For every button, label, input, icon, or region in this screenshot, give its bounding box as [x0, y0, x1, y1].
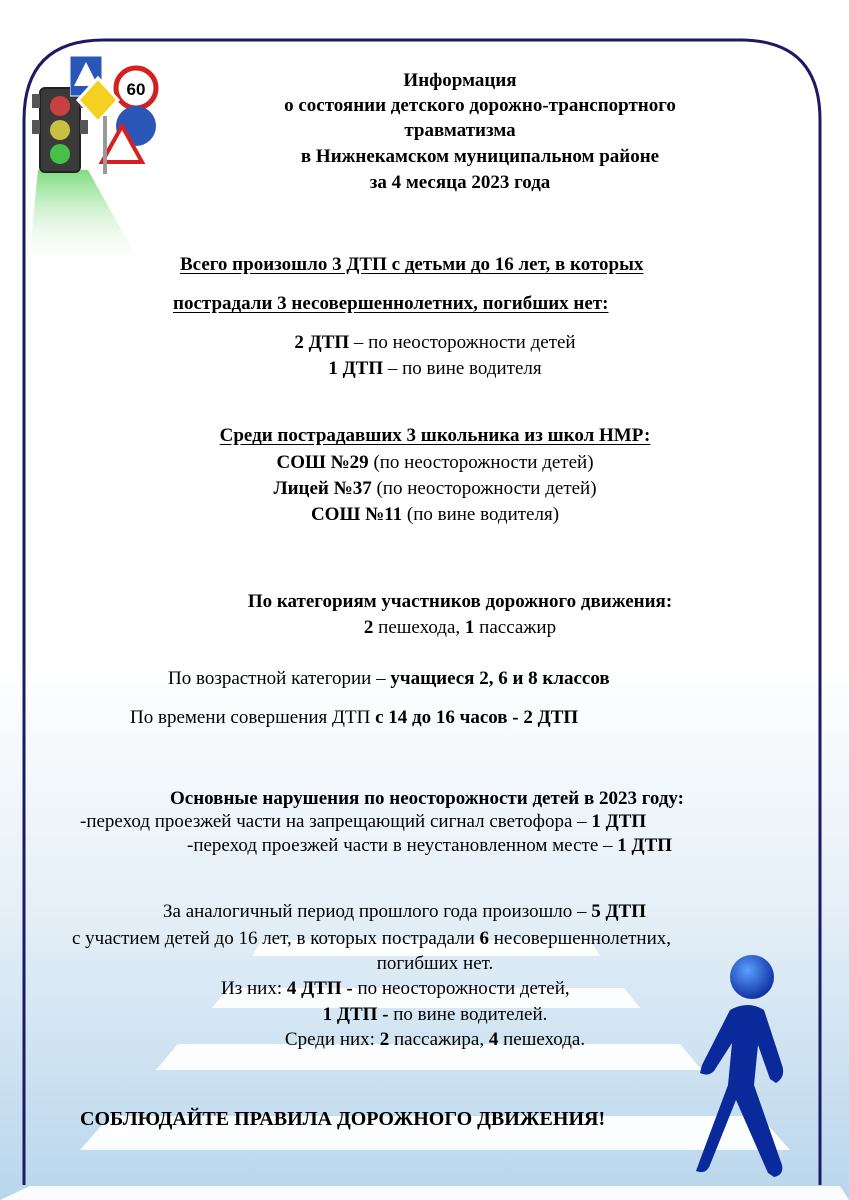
- violations-heading: Основные нарушения по неосторожности детей в 2023 году:: [170, 788, 685, 809]
- time-label: По времени совершения ДТП: [130, 707, 376, 728]
- school-note: (по вине водителя): [402, 504, 560, 525]
- school-item-1: [160, 451, 710, 475]
- pedestrians-count: 2: [363, 617, 374, 638]
- school-note: (по неосторожности детей): [368, 452, 594, 473]
- last-year-text: с участием детей до 16 лет, в которых пострадали: [72, 928, 480, 949]
- schools-heading: Среди пострадавших 3 школьника из школ НМР:: [219, 425, 651, 446]
- last-year-prefix: Среди них:: [284, 1029, 380, 1050]
- summary-item-2-count: 1 ДТП: [328, 358, 384, 379]
- header-line-2: о состоянии детского дорожно-транспортного: [284, 95, 676, 116]
- speed-limit-sign: 60: [126, 80, 146, 99]
- pedestrians-label: пешехода,: [373, 617, 465, 638]
- summary-line-2: пострадали 3 несовершеннолетних, погибших нет:: [173, 293, 609, 314]
- last-year-text: За аналогичный период прошлого года произошло –: [163, 901, 592, 922]
- header-line-3: травматизма: [404, 120, 516, 141]
- age-value: учащиеся 2, 6 и 8 классов: [390, 668, 610, 689]
- pedestrians-count: 4: [488, 1029, 499, 1050]
- passengers-label: пассажира,: [389, 1029, 489, 1050]
- categories-values: [180, 616, 740, 640]
- summary-item-1: [200, 331, 670, 355]
- last-year-driver-text: по вине водителей.: [388, 1004, 548, 1025]
- last-year-line-3: погибших нет.: [376, 953, 494, 974]
- last-year-line-6: [200, 1028, 670, 1052]
- last-year-children-text: по неосторожности детей,: [352, 978, 570, 999]
- passengers-count: 2: [379, 1029, 390, 1050]
- last-year-count: 5 ДТП: [591, 901, 646, 922]
- school-name: Лицей №37: [273, 478, 372, 499]
- last-year-injured: 6: [479, 928, 490, 949]
- violation-item-1: [80, 810, 646, 834]
- road-signs-icon: [70, 56, 160, 176]
- summary-item-2-text: – по вине водителя: [383, 358, 542, 379]
- violation-item-2: [187, 834, 672, 858]
- footer-slogan: СОБЛЮДАЙТЕ ПРАВИЛА ДОРОЖНОГО ДВИЖЕНИЯ!: [80, 1108, 606, 1130]
- last-year-line-4: [221, 977, 570, 1001]
- last-year-line-2: [72, 927, 671, 951]
- last-year-line-5: [200, 1003, 670, 1027]
- violation-text: -переход проезжей части на запрещающий сигнал светофора –: [80, 811, 592, 832]
- time-value: с 14 до 16 часов - 2 ДТП: [375, 707, 579, 728]
- categories-heading: По категориям участников дорожного движения:: [247, 591, 673, 612]
- school-name: СОШ №11: [310, 504, 403, 525]
- school-note: (по неосторожности детей): [371, 478, 597, 499]
- passengers-label: пассажир: [474, 617, 557, 638]
- age-line: [168, 667, 610, 691]
- school-name: СОШ №29: [276, 452, 369, 473]
- age-label: По возрастной категории –: [168, 668, 391, 689]
- passengers-count: 1: [464, 617, 475, 638]
- violation-count: 1 ДТП: [617, 835, 673, 856]
- summary-item-1-text: – по неосторожности детей: [349, 332, 576, 353]
- school-item-2: [160, 477, 710, 501]
- header-line-5: за 4 месяца 2023 года: [369, 172, 551, 193]
- last-year-driver-count: 1 ДТП -: [322, 1004, 389, 1025]
- summary-item-1-count: 2 ДТП: [294, 332, 350, 353]
- summary-line-1: Всего произошло 3 ДТП с детьми до 16 лет, в которых: [180, 254, 644, 275]
- page-title: Информация: [403, 70, 517, 91]
- violation-count: 1 ДТП: [591, 811, 647, 832]
- school-item-3: [160, 503, 710, 527]
- pedestrians-label: пешехода.: [498, 1029, 586, 1050]
- last-year-children-count: 4 ДТП -: [286, 978, 353, 999]
- header-line-4: в Нижнекамском муниципальном районе: [300, 146, 660, 167]
- time-line: [130, 706, 578, 730]
- summary-item-2: [200, 357, 670, 381]
- last-year-line-1: [163, 900, 646, 924]
- violation-text: -переход проезжей части в неустановленном месте –: [187, 835, 618, 856]
- last-year-prefix: Из них:: [221, 978, 287, 999]
- last-year-text-end: несовершеннолетних,: [489, 928, 672, 949]
- pedestrian-figure-icon: [670, 955, 820, 1180]
